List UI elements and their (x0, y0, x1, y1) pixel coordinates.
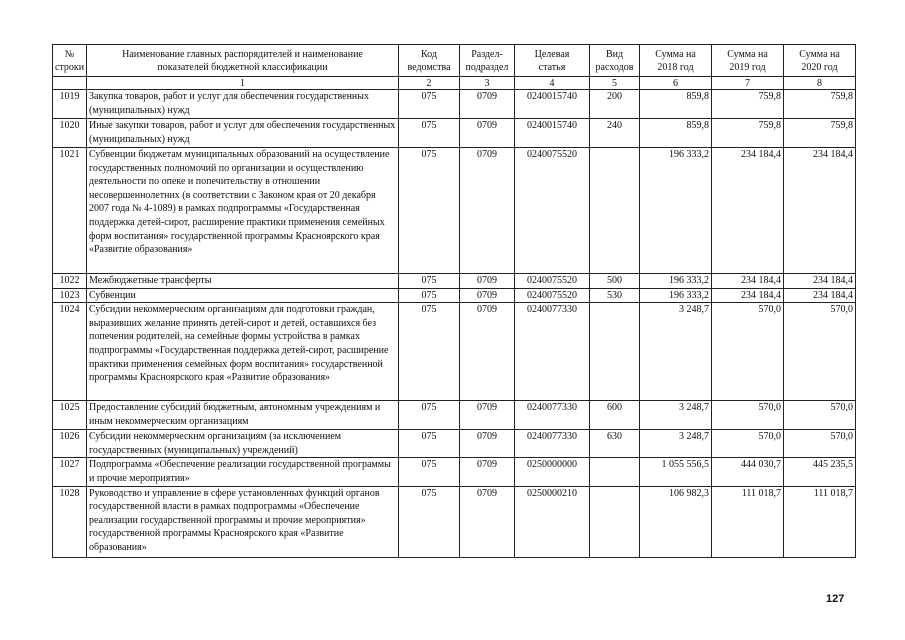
row-dept-code: 075 (399, 148, 460, 274)
row-dept-code: 075 (399, 430, 460, 458)
row-sum-2019: 759,8 (712, 119, 784, 148)
row-section: 0709 (460, 274, 515, 289)
column-number: 2 (399, 77, 460, 90)
row-sum-2020: 759,8 (784, 90, 856, 119)
table-row (53, 303, 856, 401)
header-dept-code: Код ведомства (399, 45, 460, 77)
row-sum-2018: 196 333,2 (640, 288, 712, 303)
table-row (53, 274, 856, 289)
row-expense-type: 240 (590, 119, 640, 148)
column-number: 1 (87, 77, 399, 90)
table-row (53, 401, 856, 430)
row-expense-type: 530 (590, 288, 640, 303)
row-target: 0240077330 (515, 303, 590, 401)
row-target: 0250000000 (515, 458, 590, 486)
row-section: 0709 (460, 458, 515, 486)
row-name: Субвенции бюджетам муниципальных образований на осуществление государственных полномочий по организации и осуществлению деятельности по опеке и попечительству в отношении несовершеннолетних (в соответствии с Законом края от 20 декабря 2007 года № 4-1089) в рамках подпрограммы «Государственная поддержка детей-сирот, расширение практики применения семейных форм воспитания» государственной программы Красноярского края «Развитие образования» (87, 148, 399, 274)
row-expense-type: 630 (590, 430, 640, 458)
row-expense-type (590, 458, 640, 486)
row-expense-type: 500 (590, 274, 640, 289)
header-row-no: № строки (53, 45, 87, 77)
row-name: Субсидии некоммерческим организациям (за исключением государственных (муниципальных) учреждений) (87, 430, 399, 458)
row-number: 1020 (53, 119, 87, 148)
table-header-row (53, 45, 856, 77)
row-number: 1022 (53, 274, 87, 289)
row-name: Иные закупки товаров, работ и услуг для обеспечения государственных (муниципальных) нужд (87, 119, 399, 148)
column-number (53, 77, 87, 90)
row-number: 1025 (53, 401, 87, 430)
column-number: 8 (784, 77, 856, 90)
row-name: Субвенции (87, 288, 399, 303)
header-name: Наименование главных распорядителей и наименование показателей бюджетной классификации (87, 45, 399, 77)
row-sum-2018: 196 333,2 (640, 274, 712, 289)
table-row (53, 119, 856, 148)
page-number: 127 (826, 593, 845, 605)
row-section: 0709 (460, 90, 515, 119)
row-number: 1026 (53, 430, 87, 458)
row-dept-code: 075 (399, 119, 460, 148)
row-section: 0709 (460, 401, 515, 430)
row-number: 1024 (53, 303, 87, 401)
row-sum-2020: 234 184,4 (784, 148, 856, 274)
row-expense-type: 200 (590, 90, 640, 119)
row-sum-2019: 234 184,4 (712, 274, 784, 289)
column-number-row (53, 77, 856, 90)
row-name: Закупка товаров, работ и услуг для обеспечения государственных (муниципальных) нужд (87, 90, 399, 119)
row-sum-2019: 234 184,4 (712, 148, 784, 274)
row-section: 0709 (460, 148, 515, 274)
row-sum-2019: 570,0 (712, 401, 784, 430)
column-number: 4 (515, 77, 590, 90)
column-number: 5 (590, 77, 640, 90)
column-number: 6 (640, 77, 712, 90)
table-row (53, 288, 856, 303)
row-sum-2019: 759,8 (712, 90, 784, 119)
row-sum-2019: 570,0 (712, 430, 784, 458)
row-sum-2018: 1 055 556,5 (640, 458, 712, 486)
row-name: Предоставление субсидий бюджетным, автономным учреждениям и иным некоммерческим организациям (87, 401, 399, 430)
row-dept-code: 075 (399, 458, 460, 486)
row-target: 0240075520 (515, 148, 590, 274)
row-sum-2018: 3 248,7 (640, 303, 712, 401)
row-number: 1027 (53, 458, 87, 486)
header-sum-2019: Сумма на 2019 год (712, 45, 784, 77)
header-target: Целевая статья (515, 45, 590, 77)
row-target: 0240015740 (515, 119, 590, 148)
row-sum-2020: 445 235,5 (784, 458, 856, 486)
row-sum-2020: 234 184,4 (784, 274, 856, 289)
column-number: 7 (712, 77, 784, 90)
row-name: Подпрограмма «Обеспечение реализации государственной программы и прочие мероприятия» (87, 458, 399, 486)
row-number: 1021 (53, 148, 87, 274)
header-sum-2020: Сумма на 2020 год (784, 45, 856, 77)
row-expense-type: 600 (590, 401, 640, 430)
row-target: 0240077330 (515, 430, 590, 458)
row-name: Субсидии некоммерческим организациям для подготовки граждан, выразивших желание принять детей-сирот и детей, оставшихся без попечения родителей, на семейные формы устройства в рамках подпрограммы «Государственная поддержка детей-сирот, расширение практики применения семейных форм воспитания» государственной программы Красноярского края «Развитие образования» (87, 303, 399, 401)
row-sum-2019: 234 184,4 (712, 288, 784, 303)
row-sum-2018: 859,8 (640, 119, 712, 148)
row-name: Межбюджетные трансферты (87, 274, 399, 289)
row-sum-2020: 234 184,4 (784, 288, 856, 303)
row-expense-type (590, 148, 640, 274)
row-sum-2020: 570,0 (784, 430, 856, 458)
row-section: 0709 (460, 119, 515, 148)
row-dept-code: 075 (399, 303, 460, 401)
row-sum-2019: 570,0 (712, 303, 784, 401)
row-dept-code: 075 (399, 274, 460, 289)
row-sum-2018: 196 333,2 (640, 148, 712, 274)
row-section: 0709 (460, 486, 515, 557)
row-target: 0240015740 (515, 90, 590, 119)
row-sum-2019: 444 030,7 (712, 458, 784, 486)
row-dept-code: 075 (399, 486, 460, 557)
row-target: 0240075520 (515, 288, 590, 303)
row-sum-2018: 3 248,7 (640, 430, 712, 458)
table-row (53, 458, 856, 486)
row-expense-type (590, 303, 640, 401)
row-section: 0709 (460, 430, 515, 458)
row-number: 1028 (53, 486, 87, 557)
table-row (53, 430, 856, 458)
row-number: 1019 (53, 90, 87, 119)
row-section: 0709 (460, 288, 515, 303)
header-sum-2018: Сумма на 2018 год (640, 45, 712, 77)
row-sum-2020: 111 018,7 (784, 486, 856, 557)
row-sum-2020: 570,0 (784, 303, 856, 401)
row-section: 0709 (460, 303, 515, 401)
table-row (53, 90, 856, 119)
row-target: 0240075520 (515, 274, 590, 289)
column-number: 3 (460, 77, 515, 90)
row-target: 0240077330 (515, 401, 590, 430)
row-sum-2018: 859,8 (640, 90, 712, 119)
header-section: Раздел- подраздел (460, 45, 515, 77)
row-dept-code: 075 (399, 288, 460, 303)
row-sum-2020: 759,8 (784, 119, 856, 148)
header-expense-type: Вид расходов (590, 45, 640, 77)
row-expense-type (590, 486, 640, 557)
row-sum-2019: 111 018,7 (712, 486, 784, 557)
row-target: 0250000210 (515, 486, 590, 557)
row-sum-2020: 570,0 (784, 401, 856, 430)
table-row (53, 148, 856, 274)
budget-table (52, 44, 856, 558)
row-sum-2018: 106 982,3 (640, 486, 712, 557)
row-dept-code: 075 (399, 401, 460, 430)
row-sum-2018: 3 248,7 (640, 401, 712, 430)
table-row (53, 486, 856, 557)
row-dept-code: 075 (399, 90, 460, 119)
row-name: Руководство и управление в сфере установленных функций органов государственной власти в рамках подпрограммы «Обеспечение реализации государственной программы и прочие мероприятия» государственной программы Красноярского края «Развитие образования» (87, 486, 399, 557)
row-number: 1023 (53, 288, 87, 303)
